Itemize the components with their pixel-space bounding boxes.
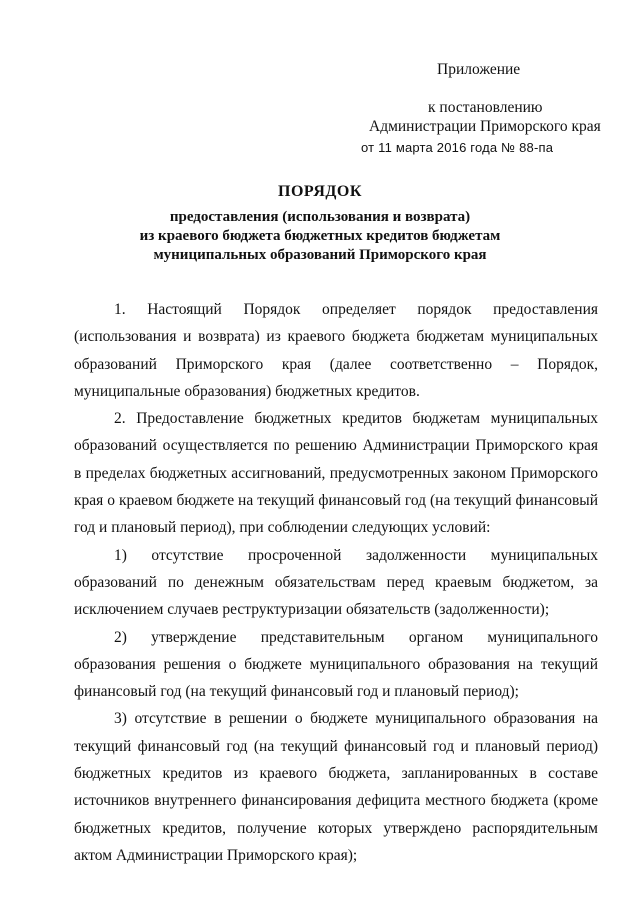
paragraph-2: 2. Предоставление бюджетных кредитов бюджетам муниципальных образований осуществляется по решению Администрации Приморского края в пределах бюджетных ассигнований, предусмотренных законом Приморского края о краевом бюджете на текущий финансовый год (на текущий финансовый год и плановый период), при соблюдении следующих условий: xyxy=(74,410,598,537)
resolution-reference: к постановлению xyxy=(428,99,543,116)
paragraph-1: 1. Настоящий Порядок определяет порядок предоставления (использования и возврата) из краевого бюджета бюджетам муниципальных образований Приморского края (далее соответственно – Порядок, муниципальные образования) бюджетных кредитов. xyxy=(74,301,598,400)
document-subtitle-line-1: предоставления (использования и возврата) xyxy=(169,209,471,225)
document-body xyxy=(74,296,598,869)
paragraph-condition-2: 2) утверждение представительным органом муниципального образования решения о бюджете муниципального образования на текущий финансовый год (на текущий финансовый год и плановый период); xyxy=(74,628,598,701)
document-subtitle-line-3: муниципальных образований Приморского края xyxy=(153,247,487,263)
issuing-authority: Администрации Приморского края xyxy=(369,118,601,135)
document-subtitle-line-2: из краевого бюджета бюджетных кредитов бюджетам xyxy=(139,228,501,244)
resolution-date-number: от 11 марта 2016 года № 88-па xyxy=(361,140,554,155)
document-title: ПОРЯДОК xyxy=(278,183,362,200)
paragraph-condition-3: 3) отсутствие в решении о бюджете муниципального образования на текущий финансовый год (на текущий финансовый год и плановый период) бюджетных кредитов из краевого бюджета, запланированных в составе источников внутреннего финансирования дефицита местного бюджета (кроме бюджетных кредитов, получение которых утверждено распорядительным актом Администрации Приморского края); xyxy=(74,710,598,864)
appendix-label: Приложение xyxy=(437,61,521,78)
paragraph-condition-1: 1) отсутствие просроченной задолженности муниципальных образований по денежным обязательствам перед краевым бюджетом, за исключением случаев реструктуризации обязательств (задолженности); xyxy=(74,546,598,619)
